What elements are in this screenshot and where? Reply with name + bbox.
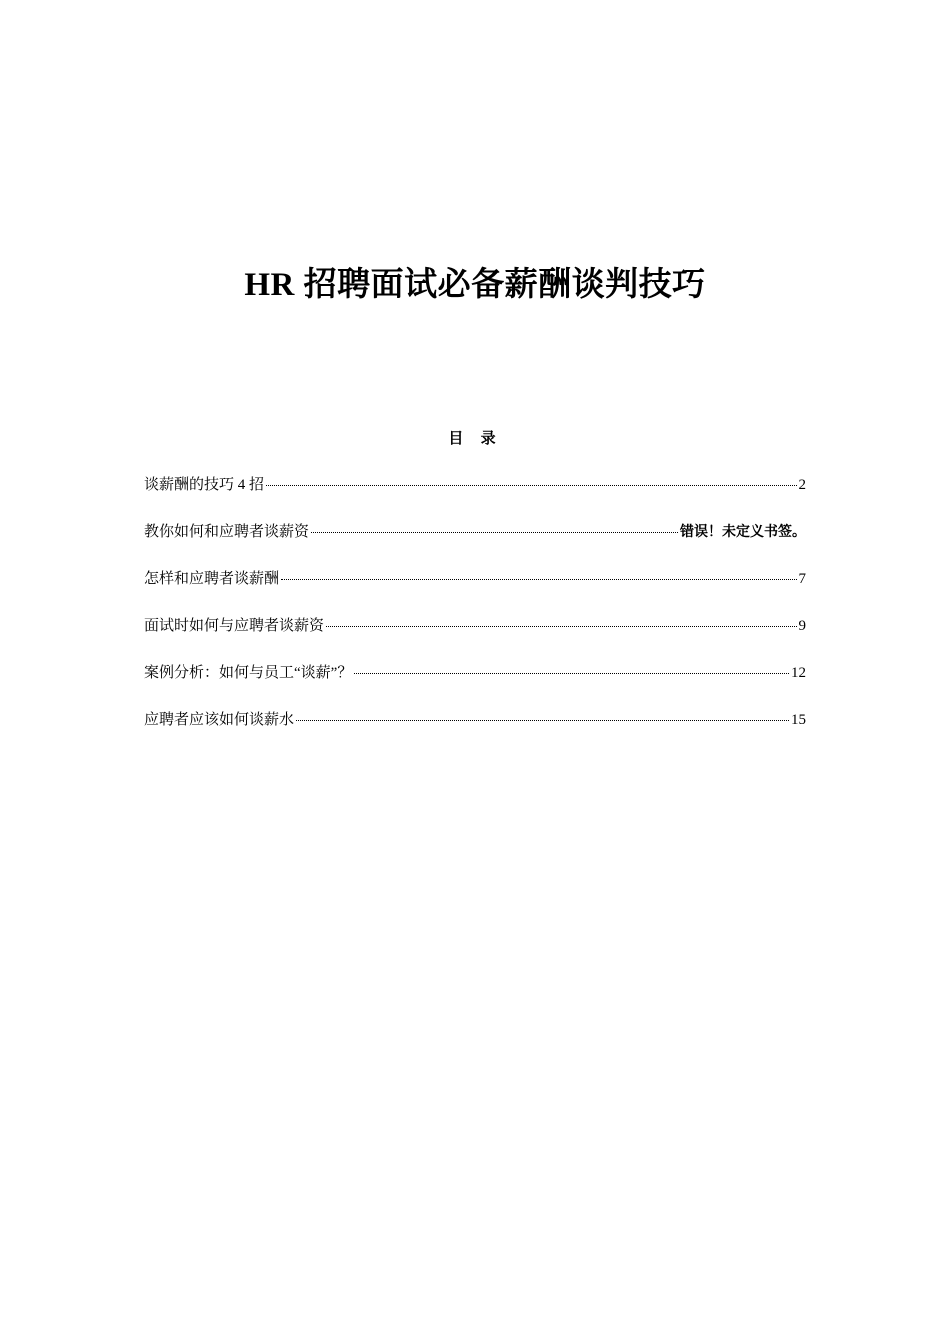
toc-entry-text: 教你如何和应聘者谈薪资 (144, 524, 310, 540)
toc-page-number: 12 (791, 665, 806, 681)
toc-entry-text: 面试时如何与应聘者谈薪资 (144, 618, 325, 634)
toc-entry[interactable] (144, 709, 806, 756)
toc-dot-leader (354, 672, 789, 674)
toc-entry[interactable] (144, 474, 806, 521)
toc-entry-text: 案例分析：如何与员工“谈薪”？ (144, 665, 353, 681)
toc-dot-leader (326, 625, 796, 627)
document-title: HR 招聘面试必备薪酬谈判技巧 (244, 267, 706, 303)
toc-entry-text: 怎样和应聘者谈薪酬 (144, 571, 280, 587)
toc-entry[interactable] (144, 615, 806, 662)
toc-page-number: 2 (798, 477, 806, 493)
toc-dot-leader (296, 719, 789, 721)
toc-entry[interactable] (144, 568, 806, 615)
toc-page-number: 7 (798, 571, 806, 587)
toc-entry[interactable] (144, 521, 806, 568)
toc-entry-text: 应聘者应该如何谈薪水 (144, 712, 295, 728)
table-of-contents (144, 474, 806, 756)
toc-entry[interactable] (144, 662, 806, 709)
toc-bookmark-error: 错误！未定义书签。 (680, 524, 806, 540)
toc-dot-leader (311, 531, 678, 533)
toc-page-number: 15 (791, 712, 806, 728)
toc-dot-leader (266, 484, 796, 486)
toc-heading: 目 录 (448, 429, 502, 447)
toc-page-number: 9 (798, 618, 806, 634)
toc-dot-leader (281, 578, 796, 580)
toc-entry-text: 谈薪酬的技巧 4 招 (144, 477, 265, 493)
